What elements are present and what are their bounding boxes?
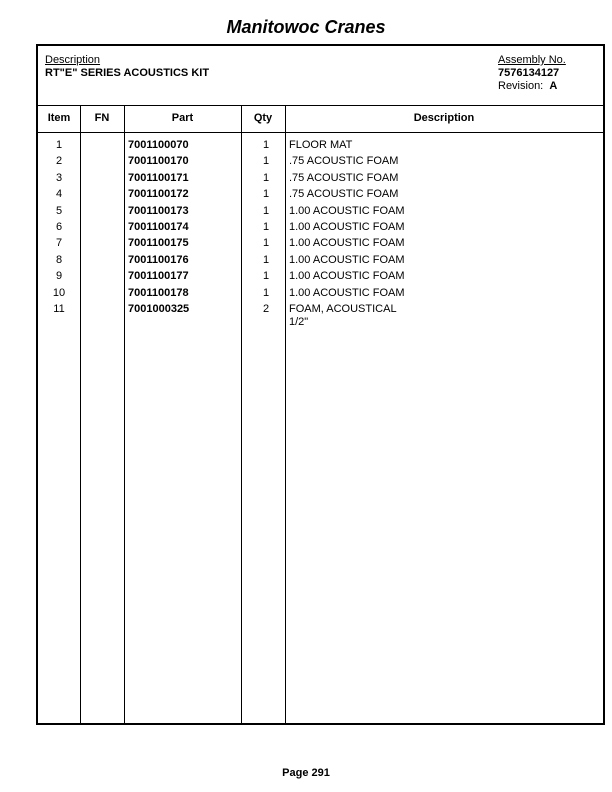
description-block bbox=[45, 54, 209, 80]
revision-line bbox=[498, 80, 566, 93]
assembly-label: Assembly No. bbox=[498, 54, 566, 66]
parts-table-body bbox=[38, 139, 603, 328]
part-number: 7001100175 bbox=[128, 237, 189, 250]
table-row bbox=[38, 287, 603, 303]
description-value: RT"E" SERIES ACOUSTICS KIT bbox=[45, 67, 210, 79]
page-number: Page 291 bbox=[282, 767, 330, 779]
column-header-fn: FN bbox=[94, 112, 110, 124]
table-row bbox=[38, 237, 603, 253]
table-row bbox=[38, 139, 603, 155]
quantity: 2 bbox=[262, 302, 270, 315]
quantity: 1 bbox=[262, 237, 270, 250]
parts-list-frame bbox=[36, 44, 605, 725]
part-description bbox=[289, 139, 352, 152]
document-title: Manitowoc Cranes bbox=[226, 17, 386, 37]
quantity: 1 bbox=[262, 139, 270, 151]
table-row bbox=[38, 205, 603, 221]
revision-value: A bbox=[549, 80, 558, 92]
description-line-1: 1.00 ACOUSTIC FOAM bbox=[289, 237, 405, 250]
quantity: 1 bbox=[262, 270, 270, 283]
part-description bbox=[289, 287, 405, 300]
item-number: 10 bbox=[52, 286, 66, 299]
description-label: Description bbox=[45, 54, 101, 66]
part-number: 7001100173 bbox=[128, 204, 189, 217]
part-description bbox=[289, 221, 405, 234]
quantity: 1 bbox=[262, 253, 270, 266]
part-number: 7001100172 bbox=[128, 188, 189, 201]
description-line-1: .75 ACOUSTIC FOAM bbox=[289, 155, 399, 168]
item-number: 7 bbox=[55, 237, 63, 250]
table-row bbox=[38, 172, 603, 188]
item-number: 5 bbox=[55, 204, 63, 217]
quantity: 1 bbox=[262, 204, 270, 217]
table-row bbox=[38, 270, 603, 286]
column-header-description: Description bbox=[413, 112, 475, 124]
item-number: 11 bbox=[53, 302, 65, 315]
part-number: 7001000325 bbox=[128, 302, 190, 315]
part-description bbox=[289, 188, 398, 201]
column-header-row bbox=[38, 105, 603, 133]
description-line-1: 1.00 ACOUSTIC FOAM bbox=[289, 270, 405, 283]
revision-label: Revision: bbox=[498, 80, 544, 92]
part-description bbox=[289, 172, 398, 185]
table-row bbox=[38, 254, 603, 270]
part-number: 7001100178 bbox=[128, 286, 189, 299]
quantity: 1 bbox=[262, 220, 270, 233]
description-line-1: .75 ACOUSTIC FOAM bbox=[289, 188, 399, 201]
description-line-1: 1.00 ACOUSTIC FOAM bbox=[289, 253, 405, 266]
part-description bbox=[289, 303, 397, 329]
part-number: 7001100170 bbox=[128, 155, 189, 168]
item-number: 1 bbox=[55, 139, 63, 151]
assembly-number: 7576134127 bbox=[498, 67, 560, 79]
description-line-2: 1/2" bbox=[289, 315, 309, 328]
item-number: 4 bbox=[55, 188, 63, 201]
part-number: 7001100177 bbox=[128, 270, 189, 283]
description-line-1: 1.00 ACOUSTIC FOAM bbox=[289, 220, 405, 233]
part-number: 7001100171 bbox=[128, 171, 189, 184]
part-number: 7001100070 bbox=[128, 139, 189, 151]
part-description bbox=[289, 155, 398, 168]
table-row bbox=[38, 188, 603, 204]
column-header-item: Item bbox=[47, 112, 71, 124]
column-header-part: Part bbox=[171, 112, 194, 124]
assembly-header bbox=[38, 46, 603, 106]
part-description bbox=[289, 270, 405, 283]
part-number: 7001100176 bbox=[128, 253, 189, 266]
quantity: 1 bbox=[262, 188, 270, 201]
quantity: 1 bbox=[262, 171, 270, 184]
part-description bbox=[289, 205, 405, 218]
item-number: 9 bbox=[55, 270, 63, 283]
item-number: 3 bbox=[55, 171, 63, 184]
table-row bbox=[38, 155, 603, 171]
description-line-1: 1.00 ACOUSTIC FOAM bbox=[289, 204, 405, 217]
item-number: 8 bbox=[55, 253, 63, 266]
quantity: 1 bbox=[262, 286, 270, 299]
assembly-block bbox=[498, 54, 566, 93]
part-description bbox=[289, 254, 405, 267]
description-line-1: FOAM, ACOUSTICAL bbox=[289, 302, 397, 315]
quantity: 1 bbox=[262, 155, 270, 168]
item-number: 2 bbox=[55, 155, 63, 168]
part-number: 7001100174 bbox=[128, 220, 189, 233]
part-description bbox=[289, 237, 405, 250]
table-row bbox=[38, 302, 603, 328]
description-line-1: FLOOR MAT bbox=[289, 139, 353, 151]
column-header-qty: Qty bbox=[253, 112, 273, 124]
description-line-1: .75 ACOUSTIC FOAM bbox=[289, 171, 399, 184]
description-line-1: 1.00 ACOUSTIC FOAM bbox=[289, 286, 405, 299]
item-number: 6 bbox=[55, 220, 63, 233]
table-row bbox=[38, 221, 603, 237]
